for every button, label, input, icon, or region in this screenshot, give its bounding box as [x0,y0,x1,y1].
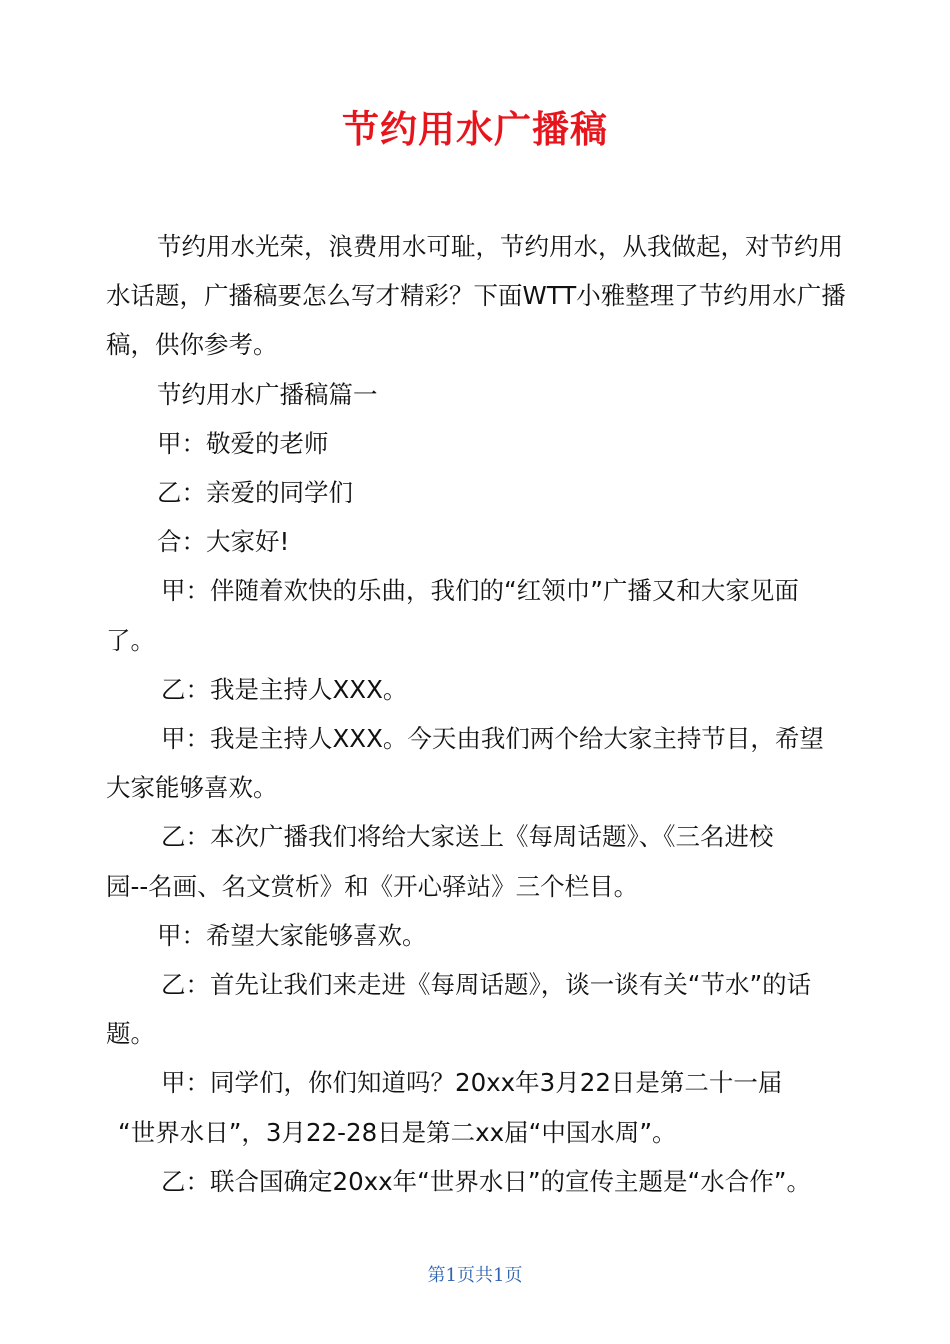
dialogue-line: 乙：本次广播我们将给大家送上《每周话题》、《三名进校 [161,822,774,852]
document-body [106,222,846,1206]
dialogue-line: 甲：我是主持人XXX。今天由我们两个给大家主持节目，希望大家能够喜欢。 [106,724,824,803]
dialogue-line: 甲：同学们，你们知道吗？20xx年3月22日是第二十一届 [161,1068,783,1098]
dialogue-line-continuation: “世界水日”，3月22-28日是第二xx届“中国水周”。 [118,1117,677,1147]
dialogue-line: 乙：首先让我们来走进《每周话题》，谈一谈有关“节水”的话题。 [106,970,812,1049]
document-title: 节约用水广播稿 [342,108,608,151]
dialogue-line: 甲：希望大家能够喜欢。 [157,920,427,950]
dialogue-line-continuation: 园--名画、名文赏析》和《开心驿站》三个栏目。 [106,871,639,901]
dialogue-line: 合：大家好! [157,527,290,557]
section-heading: 节约用水广播稿篇一 [157,379,378,409]
page-number-footer: 第1页共1页 [427,1265,523,1286]
dialogue-line: 甲：敬爱的老师 [157,428,329,458]
dialogue-line: 乙：我是主持人XXX。 [161,674,408,704]
intro-paragraph: 节约用水光荣，浪费用水可耻，节约用水，从我做起，对节约用水话题，广播稿要怎么写才精彩？下面WTT小雅整理了节约用水广播稿，供你参考。 [106,232,846,360]
dialogue-line: 甲：伴随着欢快的乐曲，我们的“红领巾”广播又和大家见面了。 [106,576,799,655]
dialogue-line: 乙：联合国确定20xx年“世界水日”的宣传主题是“水合作”。 [161,1166,811,1196]
dialogue-line: 乙：亲爱的同学们 [157,478,353,508]
